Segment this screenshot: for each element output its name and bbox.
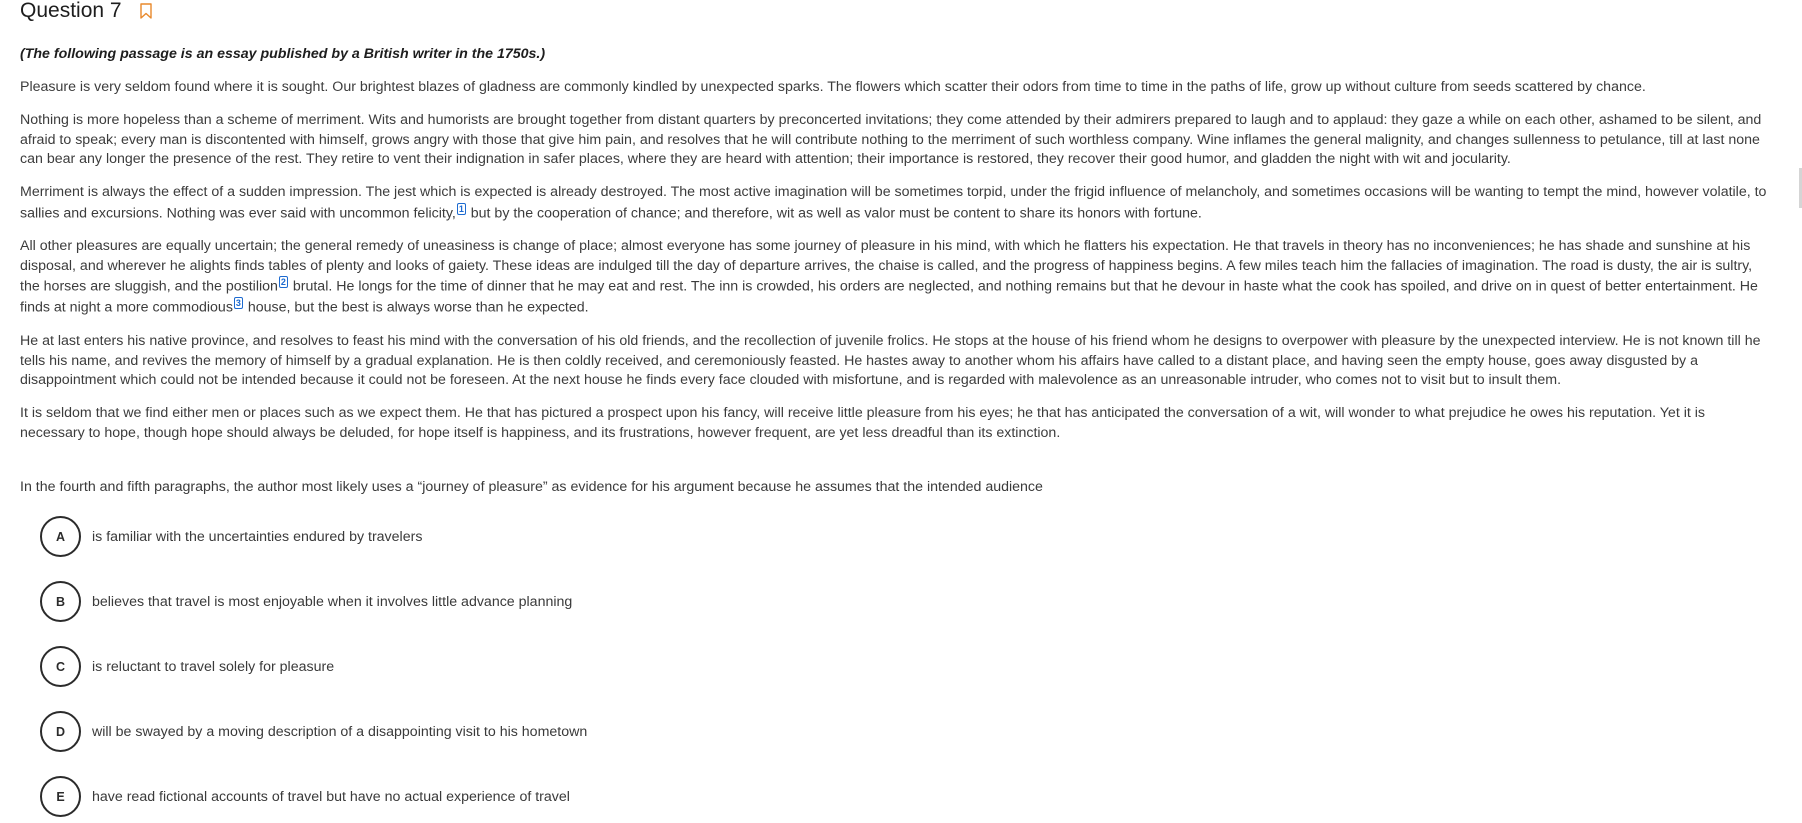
answer-choice-d[interactable]	[40, 711, 587, 752]
passage	[20, 78, 1772, 457]
choice-text-c[interactable]: is reluctant to travel solely for pleasure	[92, 658, 335, 675]
choice-letter-e[interactable]: E	[40, 776, 81, 817]
answer-choice-e[interactable]	[40, 776, 570, 817]
choice-letter-d[interactable]: D	[40, 711, 81, 752]
choice-text-a[interactable]: is familiar with the uncertainties endured by travelers	[92, 528, 423, 545]
bookmark-icon[interactable]	[138, 3, 154, 19]
passage-intro: (The following passage is an essay published by a British writer in the 1750s.)	[20, 46, 546, 62]
choice-text-d[interactable]: will be swayed by a moving description of a disappointing visit to his hometown	[92, 723, 588, 740]
question-header	[20, 0, 154, 22]
paragraph-5: He at last enters his native province, and resolves to feast his mind with the conversation of his old friends, and the recollection of juvenile frolics. He stops at the house of his friend whom he designs to overpower with pleasure by the unexpected interview. He is not known till he tells his name, and revives the memory of himself by a gradual explanation. He is then coldly received, and ceremoniously feasted. He hastes away to another whom his affairs have called to a distant place, and having seen the empty house, goes away disgusted by a disappointment which could not be intended because it could not be foreseen. At the next house he finds every face clouded with misfortune, and is regarded with malevolence as an unreasonable intruder, who comes not to visit but to insult them.	[20, 333, 1761, 389]
paragraph-4-text-end: house, but the best is always worse than he expected.	[243, 300, 589, 317]
paragraph-3	[20, 183, 1772, 224]
answer-choice-c[interactable]	[40, 646, 334, 687]
choice-letter-b[interactable]: B	[40, 581, 81, 622]
paragraph-4	[20, 237, 1772, 318]
footnote-3-link[interactable]: 3	[235, 298, 241, 309]
choice-text-b[interactable]: believes that travel is most enjoyable when it involves little advance planning	[92, 593, 573, 610]
paragraph-3-text-cont: but by the cooperation of chance; and therefore, wit as well as valor must be content to share its honors with fortune.	[466, 205, 1202, 222]
paragraph-3-text: Merriment is always the effect of a sudden impression. The jest which is expected is already destroyed. The most active imagination will be sometimes torpid, under the frigid influence of melancholy, and sometimes occasions will be wanting to tempt the mind, however volatile, to sallies and excursions. Nothing was ever said with uncommon felicity,	[20, 184, 1767, 222]
paragraph-1: Pleasure is very seldom found where it is sought. Our brightest blazes of gladness are commonly kindled by unexpected sparks. The flowers which scatter their odors from time to time in the paths of life, grow up without culture from seeds scattered by chance.	[20, 79, 1646, 95]
footnote-1-link[interactable]: 1	[458, 203, 464, 214]
footnote-2-link[interactable]: 2	[280, 277, 286, 288]
question-stem: In the fourth and fifth paragraphs, the author most likely uses a “journey of pleasure” as evidence for his argument because he assumes that the intended audience	[20, 479, 1043, 495]
paragraph-4-text-cont: brutal. He longs for the time of dinner that he may eat and rest. The inn is crowded, his orders are neglected, and nothing remains but that he devour in haste what the cook has spoiled, and drive on in quest of better entertainment. He finds at night a more commodious	[20, 278, 1758, 317]
paragraph-4-text: All other pleasures are equally uncertain; the general remedy of uneasiness is change of place; almost everyone has some journey of pleasure in his mind, with which he flatters his expectation. He that travels in theory has no inconveniences; he has shade and sunshine at his disposal, and wherever he alights finds tables of plenty and looks of gaiety. These ideas are indulged till the day of departure arrives, the chaise is called, and the progress of happiness begins. A few miles teach him the fallacies of imagination. The road is dusty, the air is sultry, the horses are sluggish, and the postilion	[20, 238, 1753, 295]
choice-letter-c[interactable]: C	[40, 646, 81, 687]
paragraph-6: It is seldom that we find either men or places such as we expect them. He that has pictured a prospect upon his fancy, will receive little pleasure from his eyes; he that has anticipated the conversation of a wit, will wonder to what prejudice he owes his reputation. Yet it is necessary to hope, though hope should always be deluded, for hope itself is happiness, and its frustrations, however frequent, are yet less dreadful than its extinction.	[20, 405, 1705, 441]
question-title: Question 7	[20, 0, 122, 22]
choice-letter-a[interactable]: A	[40, 516, 81, 557]
answer-choice-a[interactable]	[40, 516, 422, 557]
paragraph-2: Nothing is more hopeless than a scheme of merriment. Wits and humorists are brought together from distant quarters by preconcerted invitations; they come attended by their admirers prepared to laugh and to applaud: they gaze a while on each other, ashamed to be silent, and afraid to speak; every man is discontented with himself, grows angry with those that give him pain, and resolves that he will contribute nothing to the merriment of such worthless company. Wine inflames the general malignity, and changes sullenness to petulance, till at last none can bear any longer the presence of the rest. They retire to vent their indignation in safer places, where they are heard with attention; their importance is restored, they recover their good humor, and gladden the night with wit and jocularity.	[20, 112, 1762, 167]
answer-choice-b[interactable]	[40, 581, 572, 622]
choice-text-e[interactable]: have read fictional accounts of travel but have no actual experience of travel	[92, 788, 570, 805]
